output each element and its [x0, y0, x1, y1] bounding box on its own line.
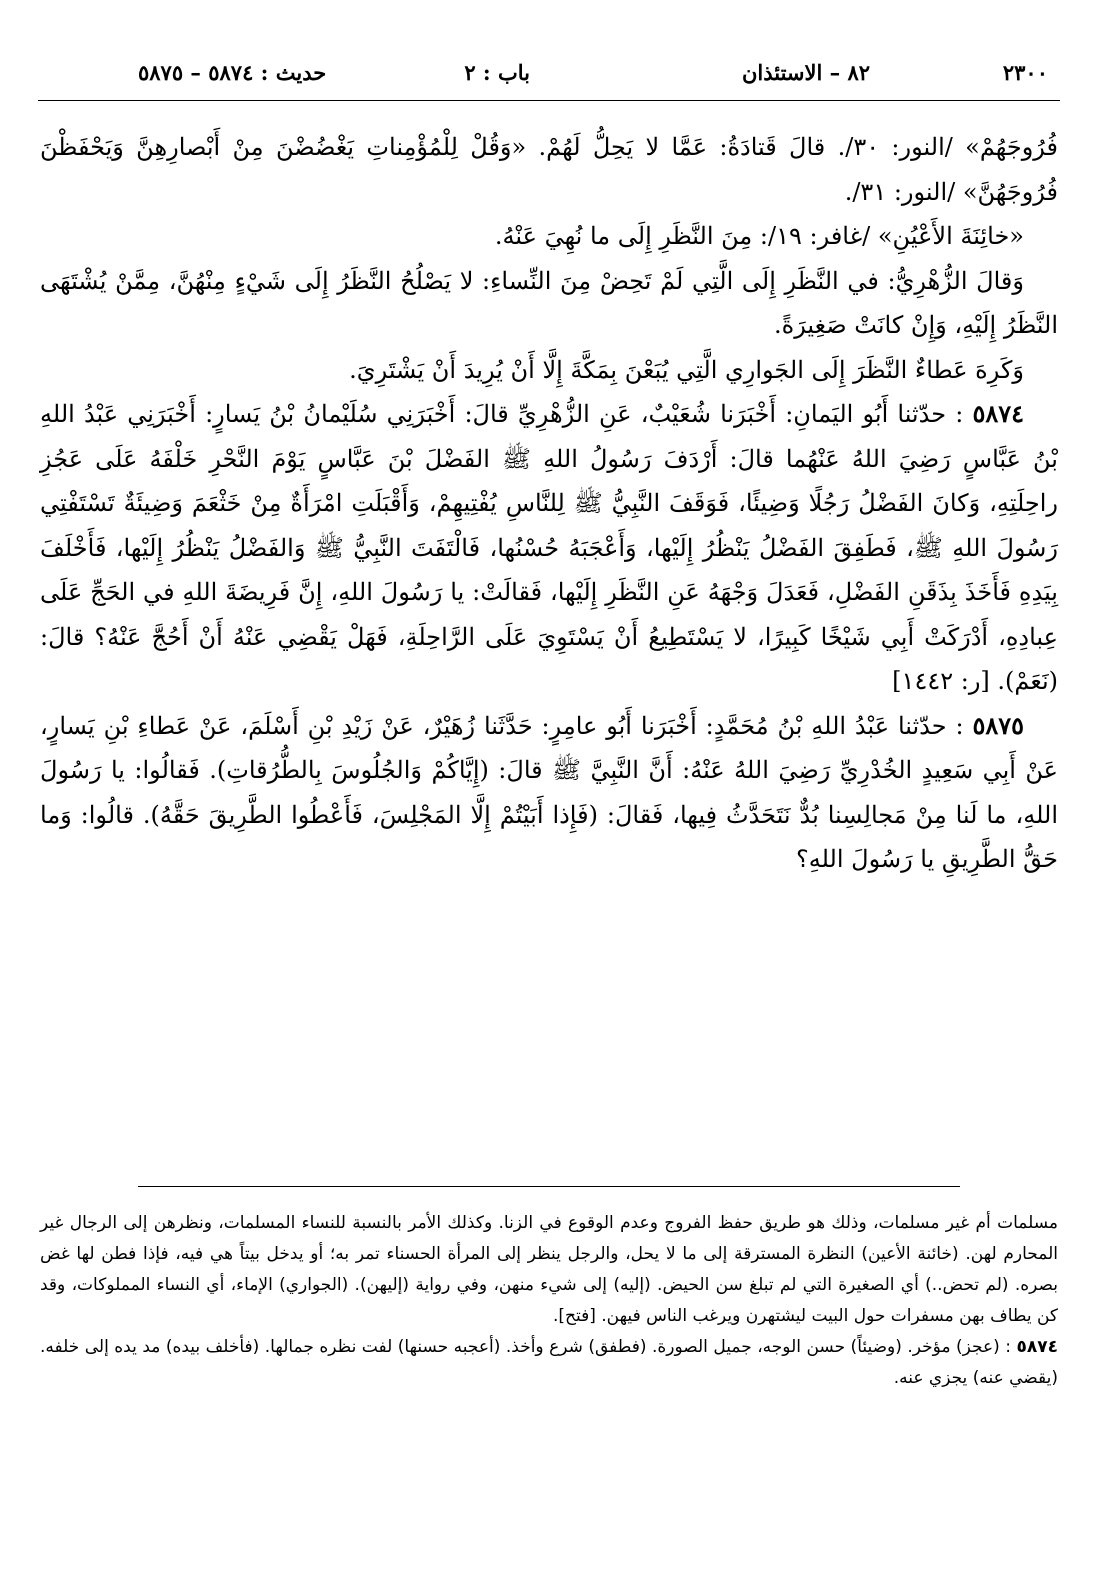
header-divider — [38, 100, 1060, 101]
footnote-continued: مسلمات أم غير مسلمات، وذلك هو طريق حفظ الفروج وعدم الوقوع في الزنا. وكذلك الأمر بالنسبة للنساء المسلمات، ونظرهن إلى الرجال غير المحارم لهن. (خائنة الأعين) النظرة المسترقة إلى ما لا يحل، والرجل ينظر إلى المرأة الحسناء تمر به؛ أو يدخل بيتاً هي فيه، فإذا فطن لها غض بصره. (لم تحض..) أي الصغيرة التي لم تبلغ سن الحيض. (إليه) إلى شيء منهن، وفي رواية (إليهن). (الجواري) الإماء، أي النساء المملوكات، وقد كن يطاف بهن مسفرات حول البيت ليشتهرن ويرغب الناس فيهن. [فتح]. — [40, 1213, 1058, 1326]
paragraph-ata: وَكَرِهَ عَطاءٌ النَّظَرَ إِلَى الجَوارِي الَّتِي يُبَعْنَ بِمَكَّةَ إِلَّا أَنْ يُرِيدَ أَنْ يَشْتَرِيَ. — [349, 355, 1024, 384]
paragraph-zuhri: وَقالَ الزُّهْرِيُّ: في النَّظَرِ إِلَى الَّتِي لَمْ تَحِضْ مِنَ النِّساءِ: لا يَصْلُحُ النَّظَرُ إِلَى شَيْءٍ مِنْهُنَّ، مِمَّنْ يُشْتَهَى النَّظَرُ إِلَيْهِ، وَإِنْ كانَتْ صَغِيرَةً. — [40, 266, 1058, 339]
hadith-number: ٥٨٧٤ — [972, 399, 1024, 428]
footnote-number: ٥٨٧٤ — [1016, 1337, 1058, 1357]
hadith-text: : حدّثنا عَبْدُ اللهِ بْنُ مُحَمَّدٍ: أَخْبَرَنا أَبُو عامِرٍ: حَدَّثَنا زُهَيْرٌ، عَنْ زَيْدِ بْنِ أَسْلَمَ، عَنْ عَطاءِ بْنِ يَسارٍ، عَنْ أَبِي سَعِيدٍ الخُدْرِيِّ رَضِيَ اللهُ عَنْهُ: أَنَّ النَّبِيَّ ﷺ قالَ: (إِيَّاكُمْ وَالجُلُوسَ بِالطُّرُقاتِ). فَقالُوا: يا رَسُولَ اللهِ، ما لَنا مِنْ مَجالِسِنا بُدٌّ نَتَحَدَّثُ فِيها، فَقالَ: (فَإِذا أَبَيْتُمْ إِلَّا المَجْلِسَ، فَأَعْطُوا الطَّرِيقَ حَقَّهُ). قالُوا: وَما حَقُّ الطَّرِيقِ يا رَسُولَ اللهِ؟ — [40, 711, 1058, 873]
hadith-5875 — [40, 704, 1058, 882]
page-number: ٢٣٠٠ — [1002, 60, 1048, 85]
chapter-label: باب : ٢ — [464, 60, 530, 85]
paragraph-verse-an-nur: فُرُوجَهُمْ» /النور: ٣٠/. قالَ قَتادَةُ: عَمَّا لا يَحِلُّ لَهُمْ. «وَقُلْ لِلْمُؤْمِناتِ يَغْضُضْنَ مِنْ أَبْصارِهِنَّ وَيَحْفَظْنَ فُرُوجَهُنَّ» /النور: ٣١/. — [40, 133, 1059, 206]
hadith-number: ٥٨٧٥ — [972, 710, 1024, 740]
hadith-text: : حدّثنا أَبُو اليَمانِ: أَخْبَرَنا شُعَيْبٌ، عَنِ الزُّهْرِيِّ قالَ: أَخْبَرَنِي سُلَيْمانُ بْنُ يَسارٍ: أَخْبَرَنِي عَبْدُ اللهِ بْنُ عَبَّاسٍ رَضِيَ اللهُ عَنْهُما قالَ: أَرْدَفَ رَسُولُ اللهِ ﷺ الفَضْلَ بْنَ عَبَّاسٍ يَوْمَ النَّحْرِ خَلْفَهُ عَلَى عَجُزِ راحِلَتِهِ، وَكانَ الفَضْلُ رَجُلًا وَضِيئًا، فَوَقَفَ النَّبِيُّ ﷺ لِلنَّاسِ يُفْتِيهِمْ، وَأَقْبَلَتِ امْرَأَةٌ مِنْ خَثْعَمَ وَضِيئَةٌ تَسْتَفْتِي رَسُولَ اللهِ ﷺ، فَطَفِقَ الفَضْلُ يَنْظُرُ إِلَيْها، وَأَعْجَبَهُ حُسْنُها، فَالْتَفَتَ النَّبِيُّ ﷺ وَالفَضْلُ يَنْظُرُ إِلَيْها، فَأَخْلَفَ بِيَدِهِ فَأَخَذَ بِذَقَنِ الفَضْلِ، فَعَدَلَ وَجْهَهُ عَنِ النَّظَرِ إِلَيْها، فَقالَتْ: يا رَسُولَ اللهِ، إِنَّ فَرِيضَةَ اللهِ في الحَجِّ عَلَى عِبادِهِ، أَدْرَكَتْ أَبِي شَيْخًا كَبِيرًا، لا يَسْتَطِيعُ أَنْ يَسْتَوِيَ عَلَى الرَّاحِلَةِ، فَهَلْ يَقْضِي عَنْهُ أَنْ أَحُجَّ عَنْهُ؟ قالَ: (نَعَمْ). [ر: ١٤٤٢] — [40, 400, 1058, 695]
hadith-5874 — [40, 392, 1058, 704]
paragraph-ghafir: «خائِنَةَ الأَعْيُنِ» /غافر: ١٩/: مِنَ النَّظَرِ إِلَى ما نُهِيَ عَنْهُ. — [494, 222, 1024, 250]
book-title: ٨٢ – الاستئذان — [741, 60, 870, 85]
footnote-5874 — [40, 1332, 1058, 1394]
running-header — [38, 52, 1060, 96]
footnote-text: : (عجز) مؤخر. (وضيئاً) حسن الوجه، جميل الصورة. (فطفق) شرع وأخذ. (أعجبه حسنها) لفت نظره جمالها. (فأخلف بيده) مد يده إلى خلفه. (يقضي عنه) يجزي عنه. — [40, 1337, 1058, 1388]
footnote-divider — [138, 1186, 960, 1187]
footnotes — [40, 1208, 1058, 1394]
hadith-range: حديث : ٥٨٧٤ – ٥٨٧٥ — [138, 60, 327, 85]
main-text — [40, 125, 1058, 1175]
